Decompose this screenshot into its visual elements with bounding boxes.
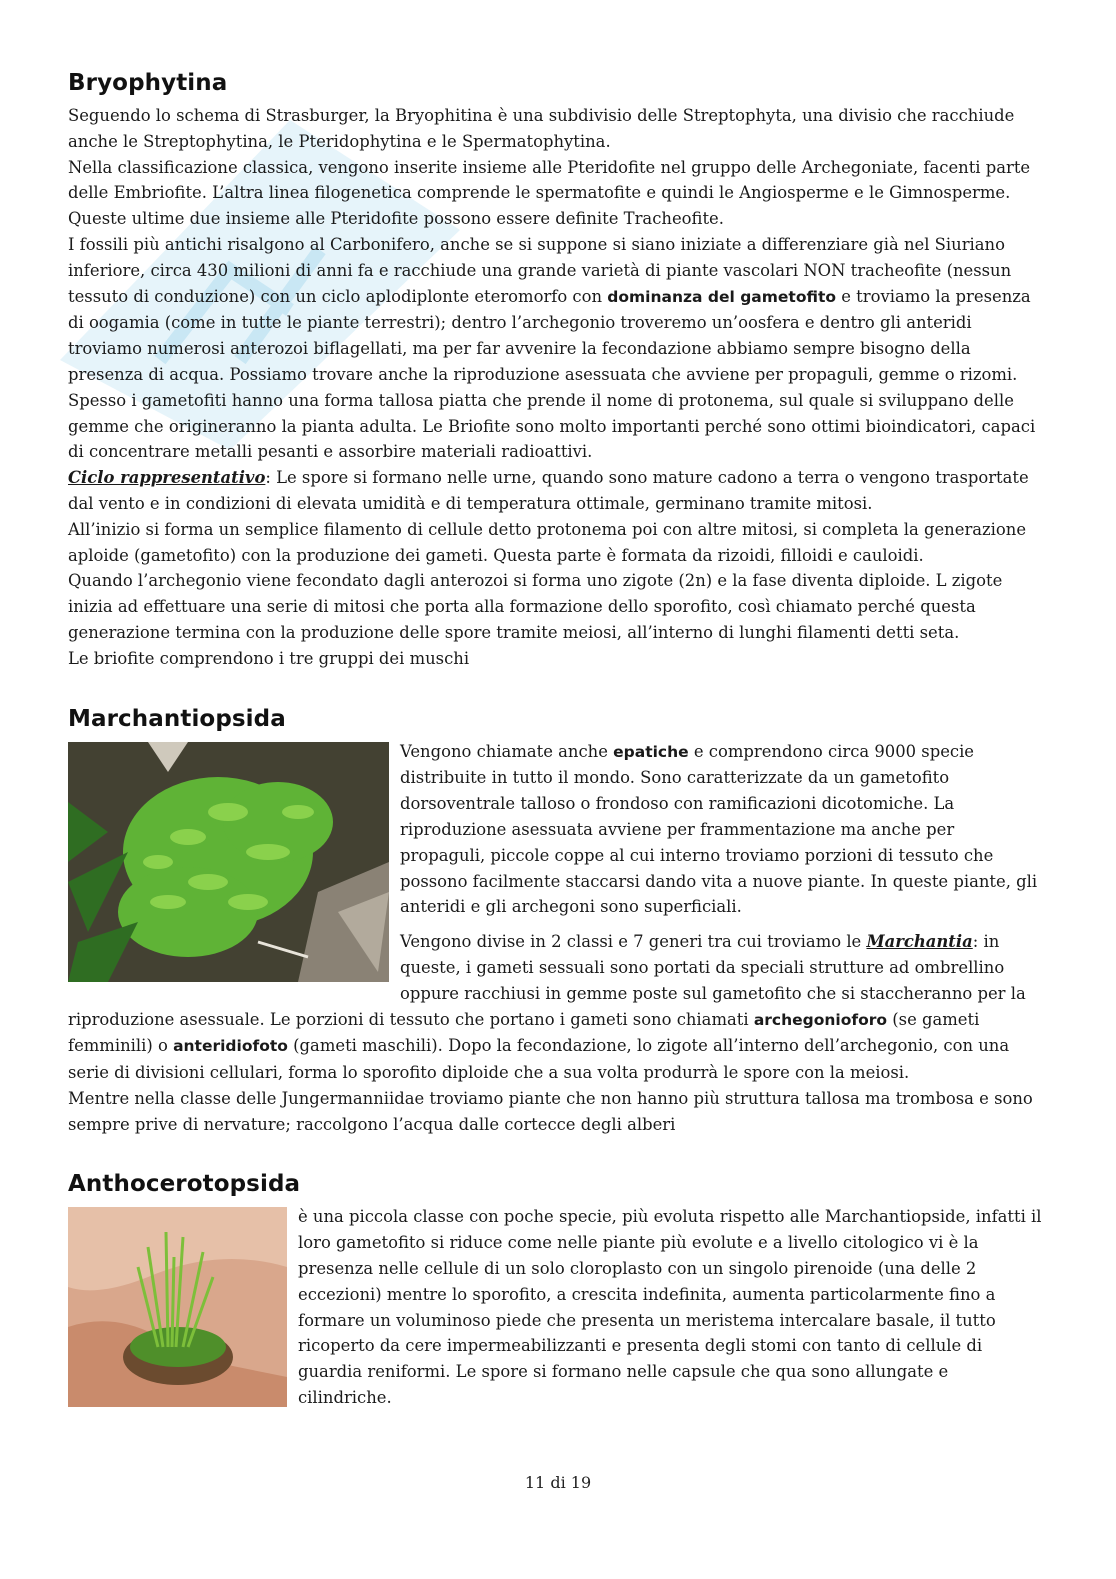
heading-marchantiopsida: Marchantiopsida xyxy=(68,705,286,732)
paragraph: All’inizio si forma un semplice filamento di cellule detto protonema poi con altre mitosi, si completa la generazione aploide (gametofito) con la produzione dei gameti. Questa parte è formata da rizoidi, filloidi e cauloidi. xyxy=(68,519,1027,565)
paragraph: Spesso i gametofiti hanno una forma tallosa piatta che prende il nome di protonema, sul quale si sviluppano delle gemme che origineranno la pianta adulta. Le Briofite sono molto importanti perché sono ottimi bioindicatori, capaci di concentrare metalli pesanti e assorbire materiali radioattivi. xyxy=(68,390,1036,462)
page-number: 11 di 19 xyxy=(524,1473,592,1492)
paragraph: I fossili più antichi risalgono al Carbonifero, anche se si suppone si siano iniziate a differenziare già nel Siuriano inferiore, circa 430 milioni di anni fa e racchiude una grande varietà di piante vascolari NON tracheofite (nessun tessuto di conduzione) con un ciclo aplodiplonte eteromorfo con dominanza del gametofito e troviamo la presenza di oogamia (come in tutte le piante terrestri); dentro l’archegonio troveremo un’oosfera e dentro gli anteridi troviamo numerosi anterozoi biflagellati, ma per far avvenire la fecondazione abbiamo sempre bisogno della presenza di acqua. Possiamo trovare anche la riproduzione asessuata che avviene per propaguli, gemme o rizomi. xyxy=(68,234,1031,384)
paragraph: Vengono divise in 2 classi e 7 generi tra cui troviamo le Marchantia: in queste, i gameti sessuali sono portati da speciali strutture ad ombrellino oppure racchiusi in gemme poste sul gametofito che si staccheranno per la riproduzione asessuale. Le porzioni di tessuto che portano i gameti sono chiamati archegonioforo (se gameti femminili) o anteridiofoto (gameti maschili). Dopo la fecondazione, lo zigote all’interno dell’archegonio, con una serie di divisioni cellulari, forma lo sporofito diploide che a sua volta produrrà le spore con la meiosi. xyxy=(68,932,1026,1083)
paragraph: è una piccola classe con poche specie, più evoluta rispetto alle Marchantiopside, infatti il loro gametofito si riduce come nelle piante più evolute e a livello citologico vi è la presenza nelle cellule di un solo cloroplasto con un singolo pirenoide (una delle 2 eccezioni) mentre lo sporofito, a crescita indefinita, aumenta particolarmente fino a formare un voluminoso piede che presenta un meristema intercalare basale, il tutto ricoperto da cere impermeabilizzanti e presenta degli stomi con tanto di cellule di guardia reniformi. Le spore si formano nelle capsule che qua sono allungate e cilindriche. xyxy=(298,1207,1042,1408)
paragraph: Ciclo rappresentativo: Le spore si formano nelle urne, quando sono mature cadono a terra o vengono trasportate dal vento e in condizioni di elevata umidità e di temperatura ottimale, germinano tramite mitosi. xyxy=(68,468,1029,513)
emphasis-term: Marchantia xyxy=(866,932,973,952)
paragraph: Quando l’archegonio viene fecondato dagli anterozoi si forma uno zigote (2n) e la fase diventa diploide. L zigote inizia ad effettuare una serie di mitosi che porta alla formazione dello sporofito, così chiamato perché questa generazione termina con la produzione delle spore tramite meiosi, all’interno di lunghi filamenti detti seta. xyxy=(68,571,1003,642)
section-anthocerotopsida xyxy=(68,1171,1044,1410)
paragraph: Le briofite comprendono i tre gruppi dei muschi xyxy=(68,648,470,668)
bold-term: anteridiofoto xyxy=(173,1037,288,1056)
paragraph: Nella classificazione classica, vengono inserite insieme alle Pteridofite nel gruppo delle Archegoniate, facenti parte delle Embriofite. L’altra linea filogenetica comprende le spermatofite e quindi le Angiosperme e le Gimnosperme. Queste ultime due insieme alle Pteridofite possono essere definite Tracheofite. xyxy=(68,157,1031,229)
anthoceros-photo xyxy=(68,1207,287,1407)
paragraph: Seguendo lo schema di Strasburger, la Bryophitina è una subdivisio delle Streptophyta, una divisio che racchiude anche le Streptophytina, le Pteridophytina e le Spermatophytina. xyxy=(68,106,1015,151)
heading-anthocerotopsida: Anthocerotopsida xyxy=(68,1171,301,1198)
page-content xyxy=(68,70,1044,1411)
emphasis-term: Ciclo rappresentativo xyxy=(68,468,266,488)
paragraph: Mentre nella classe delle Jungermanniidae troviamo piante che non hanno più struttura tallosa ma trombosa e sono sempre prive di nervature; raccolgono l’acqua dalle cortecce degli alberi xyxy=(68,1088,1033,1134)
bold-term: dominanza del gametofito xyxy=(607,287,837,306)
paragraph: Vengono chiamate anche epatiche e comprendono circa 9000 specie distribuite in tutto il mondo. Sono caratterizzate da un gametofito dorsoventrale talloso o frondoso con ramificazioni dicotomiche. La riproduzione asessuata avviene per frammentazione ma anche per propaguli, piccole coppe al cui interno troviamo porzioni di tessuto che possono facilmente staccarsi dando vita a nuove piante. In queste piante, gli anteridi e gli archegoni sono superficiali. xyxy=(400,741,1038,917)
section-bryophytina xyxy=(68,70,1044,672)
heading-bryophytina: Bryophytina xyxy=(68,70,228,96)
section-marchantiopsida xyxy=(68,706,1044,1138)
marchantia-photo xyxy=(68,742,389,982)
bold-term: archegonioforo xyxy=(753,1010,888,1029)
bold-term: epatiche xyxy=(613,742,689,761)
